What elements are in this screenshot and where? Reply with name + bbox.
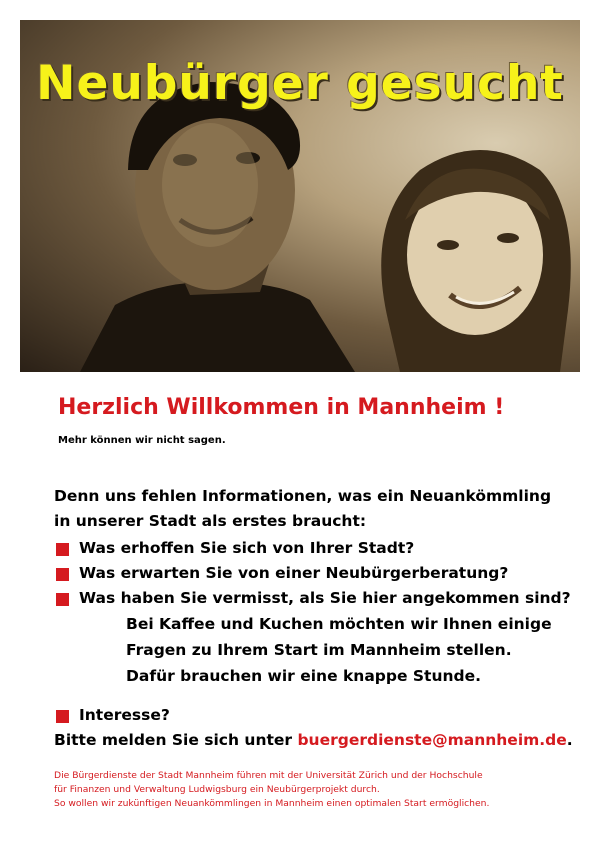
intro-text xyxy=(54,484,551,534)
red-square-bullet-icon xyxy=(56,543,69,556)
footer-line: für Finanzen und Verwaltung Ludwigsburg ein Neubürgerprojekt durch. xyxy=(54,784,380,795)
welcome-heading: Herzlich Willkommen in Mannheim ! xyxy=(58,395,505,420)
contact-prefix: Bitte melden Sie sich unter xyxy=(54,731,298,749)
footer-note xyxy=(54,769,489,811)
interest-label: Interesse? xyxy=(79,706,170,724)
red-square-bullet-icon xyxy=(56,568,69,581)
red-square-bullet-icon xyxy=(56,710,69,723)
intro-line: Denn uns fehlen Informationen, was ein Neuankömmling xyxy=(54,487,552,505)
offer-line: Fragen zu Ihrem Start im Mannheim stellen. xyxy=(126,641,512,659)
contact-email-link[interactable]: buergerdienste@mannheim.de xyxy=(297,731,567,749)
offer-line: Dafür brauchen wir eine knappe Stunde. xyxy=(126,667,482,685)
question-item xyxy=(54,536,571,561)
offer-text xyxy=(126,611,552,689)
interest-item xyxy=(54,703,170,728)
footer-line: So wollen wir zukünftigen Neuankömmlingen in Mannheim einen optimalen Start ermöglichen. xyxy=(54,798,490,809)
question-item xyxy=(54,586,571,611)
header-photo xyxy=(20,20,580,372)
contact-line xyxy=(54,728,573,753)
contact-suffix: . xyxy=(566,731,573,749)
red-square-bullet-icon xyxy=(56,593,69,606)
question-text: Was erhoffen Sie sich von Ihrer Stadt? xyxy=(79,539,415,557)
intro-line: in unserer Stadt als erstes braucht: xyxy=(54,512,367,530)
question-text: Was erwarten Sie von einer Neubürgerberatung? xyxy=(79,564,509,582)
page-title: Neubürger gesucht xyxy=(36,56,564,111)
question-text: Was haben Sie vermisst, als Sie hier angekommen sind? xyxy=(79,589,571,607)
question-list xyxy=(54,536,571,611)
footer-line: Die Bürgerdienste der Stadt Mannheim führen mit der Universität Zürich und der Hochschule xyxy=(54,770,483,781)
welcome-subline: Mehr können wir nicht sagen. xyxy=(58,435,226,446)
question-item xyxy=(54,561,571,586)
offer-line: Bei Kaffee und Kuchen möchten wir Ihnen einige xyxy=(126,615,552,633)
